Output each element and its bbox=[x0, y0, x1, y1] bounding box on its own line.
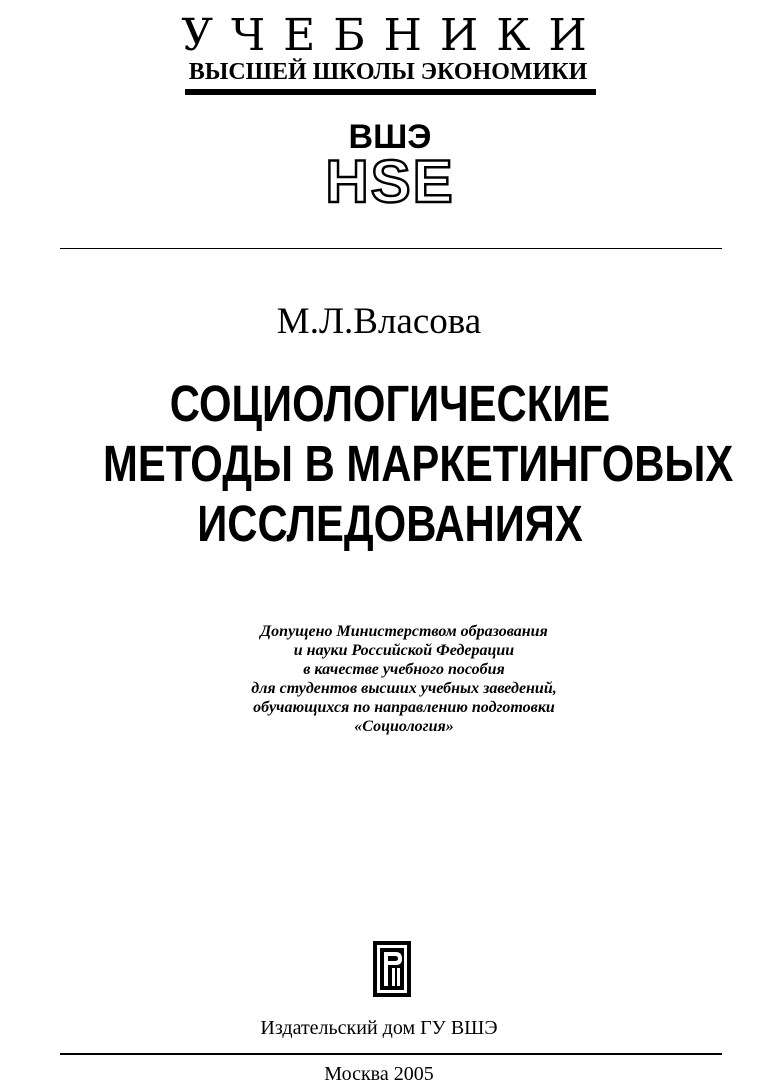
series-subtitle: ВЫСШЕЙ ШКОЛЫ ЭКОНОМИКИ bbox=[188, 59, 588, 85]
city-year: Москва 2005 bbox=[324, 1063, 434, 1085]
book-title bbox=[103, 374, 734, 554]
series-title: УЧЕБНИКИ bbox=[181, 10, 605, 61]
approval-line: «Социология» bbox=[354, 718, 454, 735]
hse-logo bbox=[310, 118, 470, 210]
book-title-line: ИССЛЕДОВАНИЯХ bbox=[197, 495, 583, 552]
book-title-line: МЕТОДЫ В МАРКЕТИНГОВЫХ bbox=[103, 435, 734, 492]
book-title-line: СОЦИОЛОГИЧЕСКИЕ bbox=[169, 375, 611, 432]
author-name: М.Л.Власова bbox=[276, 301, 482, 342]
approval-line: в качестве учебного пособия bbox=[303, 661, 505, 678]
approval-line: для студентов высших учебных заведений, bbox=[251, 680, 557, 697]
series-rule bbox=[185, 89, 596, 95]
approval-note bbox=[200, 622, 608, 736]
publisher-emblem-icon bbox=[372, 940, 412, 998]
publisher-name: Издательский дом ГУ ВШЭ bbox=[260, 1017, 498, 1039]
bottom-divider bbox=[60, 1053, 722, 1055]
approval-line: и науки Российской Федерации bbox=[293, 642, 515, 659]
hse-logo-bottom-text: HSE bbox=[325, 148, 455, 210]
top-divider bbox=[60, 248, 722, 249]
hse-logo-top-text: ВШЭ bbox=[348, 118, 432, 156]
approval-line: обучающихся по направлению подготовки bbox=[253, 699, 555, 716]
approval-line: Допущено Министерством образования bbox=[260, 623, 548, 640]
